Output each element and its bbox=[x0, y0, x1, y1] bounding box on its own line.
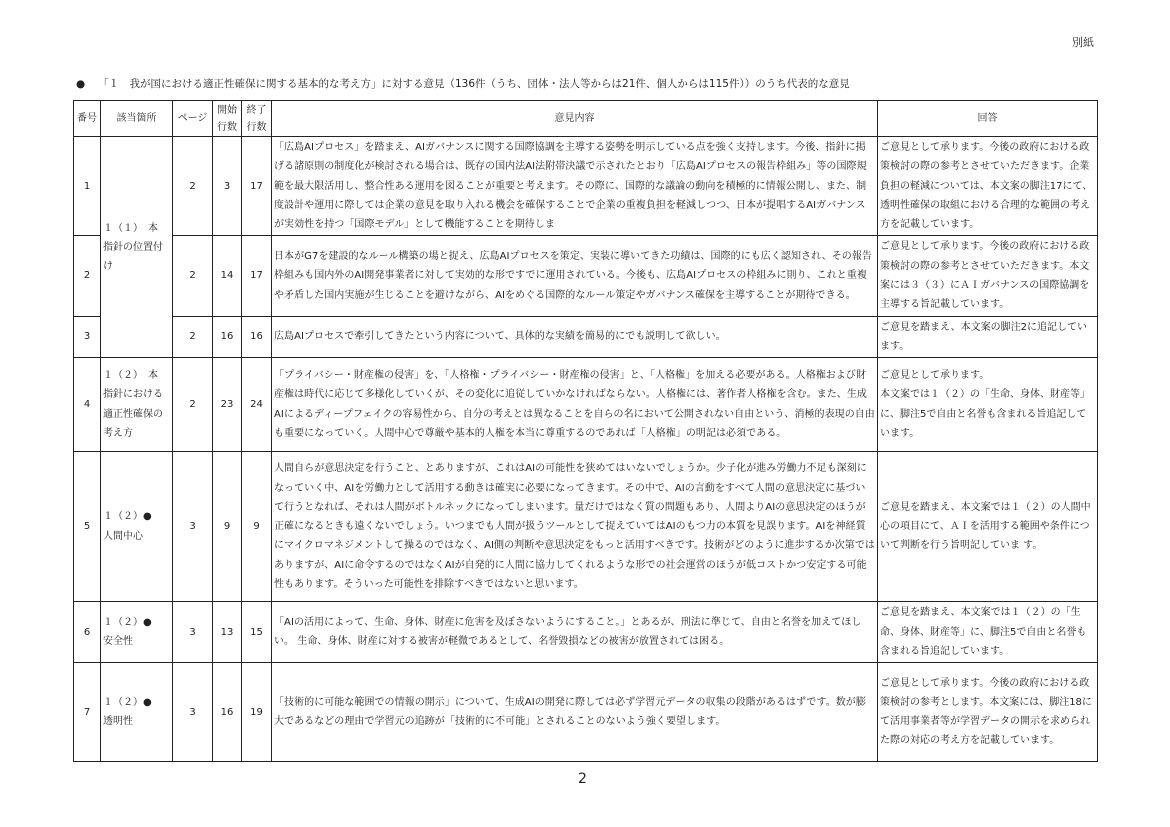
opinions-table bbox=[73, 100, 1098, 762]
column-header-end-line: 終了 行数 bbox=[242, 101, 272, 137]
row-page: 3 bbox=[173, 663, 213, 762]
row-number: 5 bbox=[74, 452, 101, 602]
row-start-line: 16 bbox=[213, 663, 242, 762]
table-row bbox=[74, 316, 1098, 358]
row-page: 2 bbox=[173, 137, 213, 236]
row-opinion: 「広島AIプロセス」を踏まえ、AIガバナンスに関する国際協調を主導する姿勢を明示している点を強く支持します。今後、指針に掲げる諸原則の制度化が検討される場合は、既存の国内法AI法附帯決議で示されたとおり「広島AIプロセスの報告枠組み」等の国際規範を最大限活用し、整合性ある運用を図ることが重要と考えます。その際に、国際的な議論の動向を積極的に情報公開し、また、制度設計や運用に際しては企業の意見を取り入れる機会を確保することで企業の重複負担を軽減しつつ、日本が提唱するAIガバナンスが実効性を持つ「国際モデル」として機能することを期待しま bbox=[272, 137, 878, 236]
row-page: 2 bbox=[173, 236, 213, 316]
row-response: ご意見として承ります。今後の政府における政策検討の際の参考とさせていただきます。本文案には３（３）にＡＩガバナンスの国際協調を主導する旨記載しています。 bbox=[878, 236, 1098, 316]
column-header-start-line: 開始 行数 bbox=[213, 101, 242, 137]
row-opinion: 「技術的に可能な範囲での情報の開示」について、生成AIの開発に際しては必ず学習元データの収集の段階があるはずです。数が膨大であるなどの理由で学習元の追跡が「技術的に不可能」とされることのないよう強く要望します。 bbox=[272, 663, 878, 762]
bullet-icon: ● bbox=[76, 78, 86, 90]
row-location: １（１） 本 指針の位置付 け bbox=[101, 137, 173, 358]
row-end-line: 15 bbox=[242, 602, 272, 663]
table-row bbox=[74, 452, 1098, 602]
column-header-page: ページ bbox=[173, 101, 213, 137]
row-location: １（２）● 人間中心 bbox=[101, 452, 173, 602]
row-location: １（２）● 安全性 bbox=[101, 602, 173, 663]
row-opinion: 「プライバシー・財産権の侵害」を、「人格権・プライバシー・財産権の侵害」と、「人格権」を加える必要がある。人格権および財産権は時代に応じて多様化していくが、その変化に追従していかなければならない。人格権には、著作者人格権を含む。また、生成AIによるディープフェイクの容易性から、自分の考えとは異なることを自らの名において公開されない自由という、消極的表現の自由も重要になっていく。人間中心で尊厳や基本的人権を本当に尊重するのであれば「人格権」の明記は必須である。 bbox=[272, 358, 878, 452]
row-number: 4 bbox=[74, 358, 101, 452]
row-start-line: 3 bbox=[213, 137, 242, 236]
column-header-opinion: 意見内容 bbox=[272, 101, 878, 137]
row-start-line: 13 bbox=[213, 602, 242, 663]
row-number: 6 bbox=[74, 602, 101, 663]
row-end-line: 17 bbox=[242, 236, 272, 316]
column-header-no: 番号 bbox=[74, 101, 101, 137]
row-page: 3 bbox=[173, 452, 213, 602]
row-start-line: 23 bbox=[213, 358, 242, 452]
heading-text: 「１ 我が国における適正性確保に関する基本的な考え方」に対する意見（136件（うち、団体・法人等からは21件、個人からは115件））のうち代表的な意見 bbox=[98, 78, 850, 90]
row-number: 1 bbox=[74, 137, 101, 236]
row-response: ご意見として承ります。今後の政府における政策検討の際の参考とさせていただきます。企業負担の軽減については、本文案の脚注17にて、透明性確保の取組における合理的な範囲の考え方を記載しています。 bbox=[878, 137, 1098, 236]
row-response: ご意見として承ります。今後の政府における政策検討の参考とします。本文案には、脚注18にて活用事業者等が学習データの開示を求められた際の対応の考え方を記載しています。 bbox=[878, 663, 1098, 762]
row-opinion: 広島AIプロセスで牽引してきたという内容について、具体的な実績を簡易的にでも説明して欲しい。 bbox=[272, 316, 878, 358]
row-response: ご意見を踏まえ、本文案の脚注2に追記しています。 bbox=[878, 316, 1098, 358]
row-end-line: 19 bbox=[242, 663, 272, 762]
row-page: 3 bbox=[173, 602, 213, 663]
row-start-line: 14 bbox=[213, 236, 242, 316]
table-row bbox=[74, 602, 1098, 663]
row-location: １（２）● 透明性 bbox=[101, 663, 173, 762]
row-opinion: 人間自らが意思決定を行うこと、とありますが、これはAIの可能性を狭めてはいないでしょうか。少子化が進み労働力不足も深刻になっていく中、AIを労働力として活用する動きは確実に必要になってきます。その中で、AIの言動をすべて人間の意思決定に基づいて行うとなれば、それは人間がボトルネックになってしまいます。量だけではなく質の問題もあり、人間よりAIの意思決定のほうが正確になるときも遠くないでしょう。いつまでも人間が扱うツールとして捉えていてはAIのもつ力の本質を見誤ります。AIを神経質にマイクロマネジメントして操るのではなく、AI側の判断や意思決定をもっと活用すべきです。技術がどのように進歩するか次第ではありますが、AIに命令するのではなくAIが自発的に人間に協力してくれるような形での社会運営のほうが低コストかつ安定する可能性もあります。そういった可能性を排除すべきではないと思います。 bbox=[272, 452, 878, 602]
table-row bbox=[74, 358, 1098, 452]
row-number: 2 bbox=[74, 236, 101, 316]
table-row bbox=[74, 663, 1098, 762]
column-header-location: 該当箇所 bbox=[101, 101, 173, 137]
row-end-line: 24 bbox=[242, 358, 272, 452]
column-header-response: 回答 bbox=[878, 101, 1098, 137]
row-number: 3 bbox=[74, 316, 101, 358]
table-row bbox=[74, 236, 1098, 316]
row-response: ご意見を踏まえ、本文案では１（２）の人間中心の項目にて、ＡＩを活用する範囲や条件について判断を行う旨明記していま す。 bbox=[878, 452, 1098, 602]
table-header-row bbox=[74, 101, 1098, 137]
row-number: 7 bbox=[74, 663, 101, 762]
page-number: 2 bbox=[578, 771, 587, 787]
row-opinion: 「AIの活用によって、生命、身体、財産に危害を及ぼさないようにすること。」とあるが、刑法に準じて、自由と名誉を加えてほしい。 生命、身体、財産に対する被害が軽微であるとして、名誉毀損などの被害が放置されては困る。 bbox=[272, 602, 878, 663]
section-heading bbox=[76, 76, 850, 91]
row-response: ご意見を踏まえ、本文案では１（２）の「生命、身体、財産等」に、脚注5で自由と名誉も含まれる旨追記しています。 bbox=[878, 602, 1098, 663]
row-end-line: 17 bbox=[242, 137, 272, 236]
row-start-line: 9 bbox=[213, 452, 242, 602]
row-start-line: 16 bbox=[213, 316, 242, 358]
row-end-line: 9 bbox=[242, 452, 272, 602]
row-page: 2 bbox=[173, 358, 213, 452]
annex-label: 別紙 bbox=[1072, 36, 1094, 49]
row-end-line: 16 bbox=[242, 316, 272, 358]
row-opinion: 日本がG7を建設的なルール構築の場と捉え、広島AIプロセスを策定、実装に導いてきた功績は、国際的にも広く認知され、その報告枠組みも国内外のAI開発事業者に対して実効的な形ですでに運用されている。今後も、広島AIプロセスの枠組みに則り、これと重複や矛盾した国内実施が生じることを避けながら、AIをめぐる国際的なルール策定やガバナンス確保を主導することが期待できる。 bbox=[272, 236, 878, 316]
row-location: １（２） 本 指針における 適正性確保の 考え方 bbox=[101, 358, 173, 452]
row-response: ご意見として承ります。 本文案では１（２）の「生命、身体、財産等」に、脚注5で自由と名誉も含まれる旨追記しています。 bbox=[878, 358, 1098, 452]
row-page: 2 bbox=[173, 316, 213, 358]
table-row bbox=[74, 137, 1098, 236]
